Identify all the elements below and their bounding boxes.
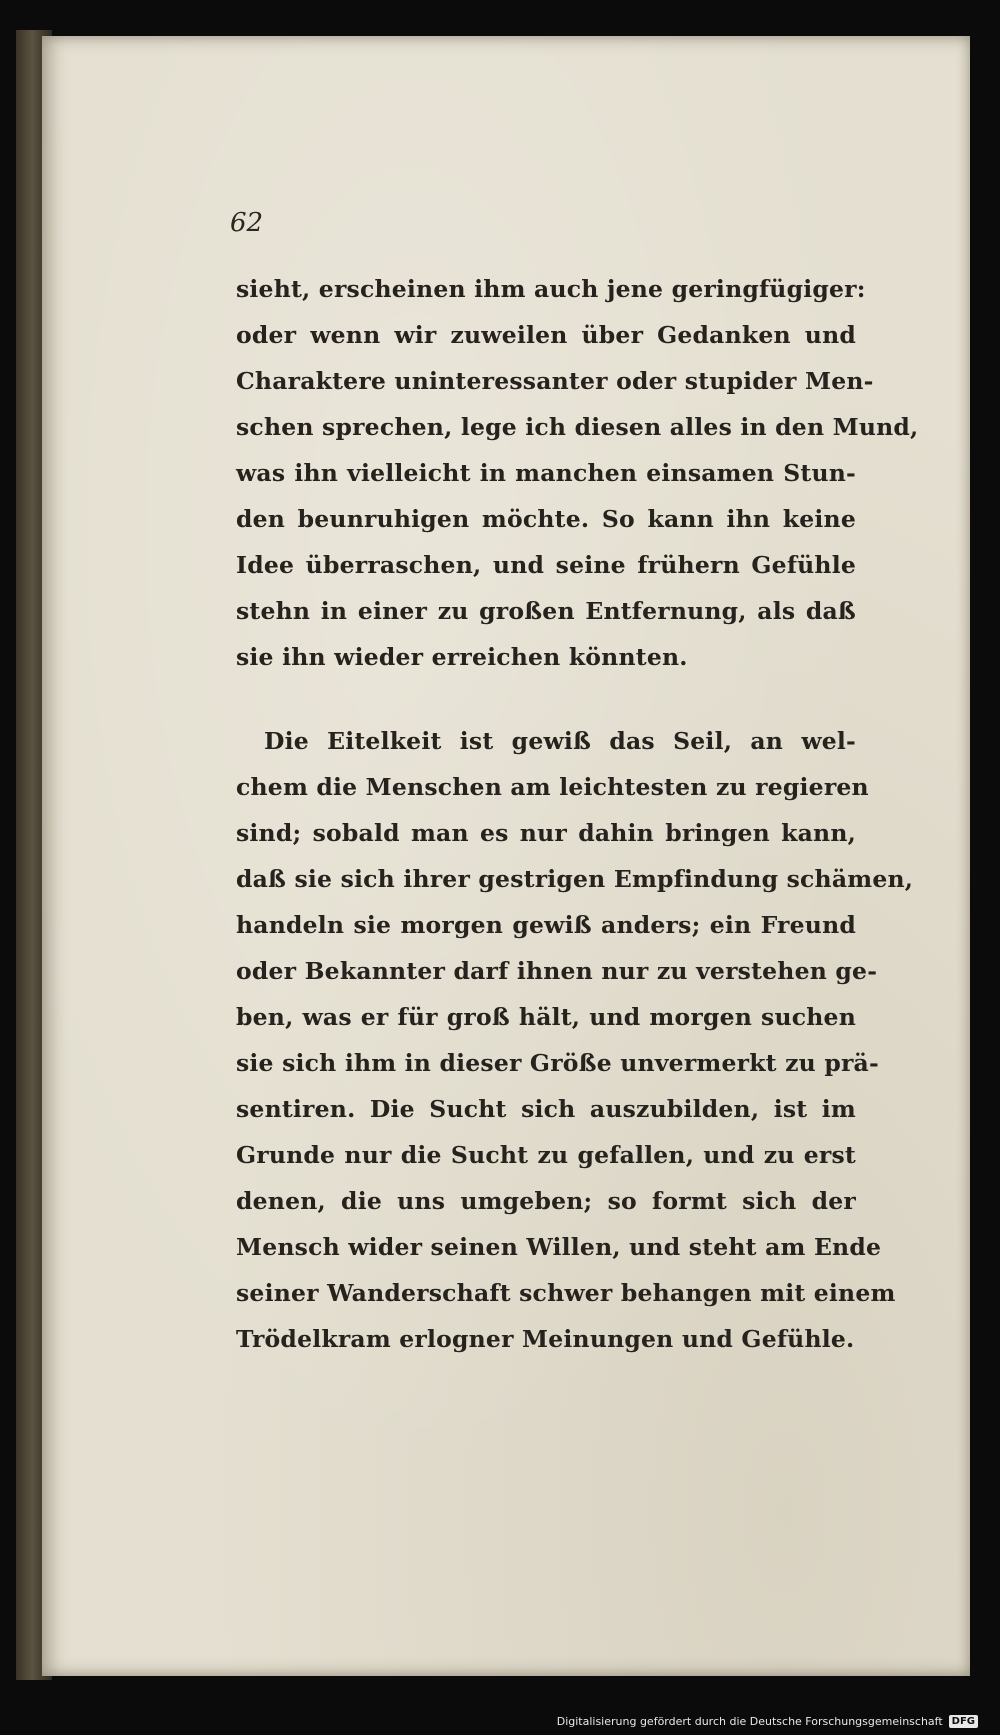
text-line: oder wenn wir zuweilen über Gedanken und <box>236 321 856 349</box>
text-line: sie ihn wieder erreichen könnten. <box>236 643 688 671</box>
text-line: schen sprechen, lege ich diesen alles in den Mund, <box>236 413 919 441</box>
text-line: sentiren. Die Sucht sich auszubilden, ist im <box>236 1095 856 1123</box>
text-line: Trödelkram erlogner Meinungen und Gefühle. <box>236 1325 855 1353</box>
paragraph-2 <box>236 718 914 1362</box>
text-line: Die Eitelkeit ist gewiß das Seil, an wel- <box>264 727 856 755</box>
text-line: Grunde nur die Sucht zu gefallen, und zu erst <box>236 1141 856 1169</box>
text-line: Idee überraschen, und seine frühern Gefühle <box>236 551 856 579</box>
text-line: denen, die uns umgeben; so formt sich der <box>236 1187 856 1215</box>
page-number: 62 <box>230 208 264 238</box>
text-line: seiner Wanderschaft schwer behangen mit einem <box>236 1279 896 1307</box>
text-line: sind; sobald man es nur dahin bringen kann, <box>236 819 856 847</box>
dfg-logo-icon: DFG <box>949 1715 978 1728</box>
text-line: den beunruhigen möchte. So kann ihn keine <box>236 505 856 533</box>
digitization-credit <box>557 1711 978 1731</box>
text-line: Charaktere uninteressanter oder stupider Men- <box>236 367 874 395</box>
text-line: chem die Menschen am leichtesten zu regieren <box>236 773 869 801</box>
paragraph-1 <box>236 266 919 680</box>
text-line: ben, was er für groß hält, und morgen suchen <box>236 1003 856 1031</box>
credit-text: Digitalisierung gefördert durch die Deutsche Forschungsgemeinschaft <box>556 1714 943 1728</box>
text-line: stehn in einer zu großen Entfernung, als daß <box>236 597 856 625</box>
text-line: sieht, erscheinen ihm auch jene geringfügiger: <box>236 275 866 303</box>
text-line: oder Bekannter darf ihnen nur zu verstehen ge- <box>236 957 878 985</box>
text-line: handeln sie morgen gewiß anders; ein Freund <box>236 911 856 939</box>
text-line: Mensch wider seinen Willen, und steht am Ende <box>236 1233 882 1261</box>
text-line: sie sich ihm in dieser Größe unvermerkt zu prä- <box>236 1049 879 1077</box>
text-line: was ihn vielleicht in manchen einsamen Stun- <box>236 459 856 487</box>
text-line: daß sie sich ihrer gestrigen Empfindung schämen, <box>236 865 914 893</box>
